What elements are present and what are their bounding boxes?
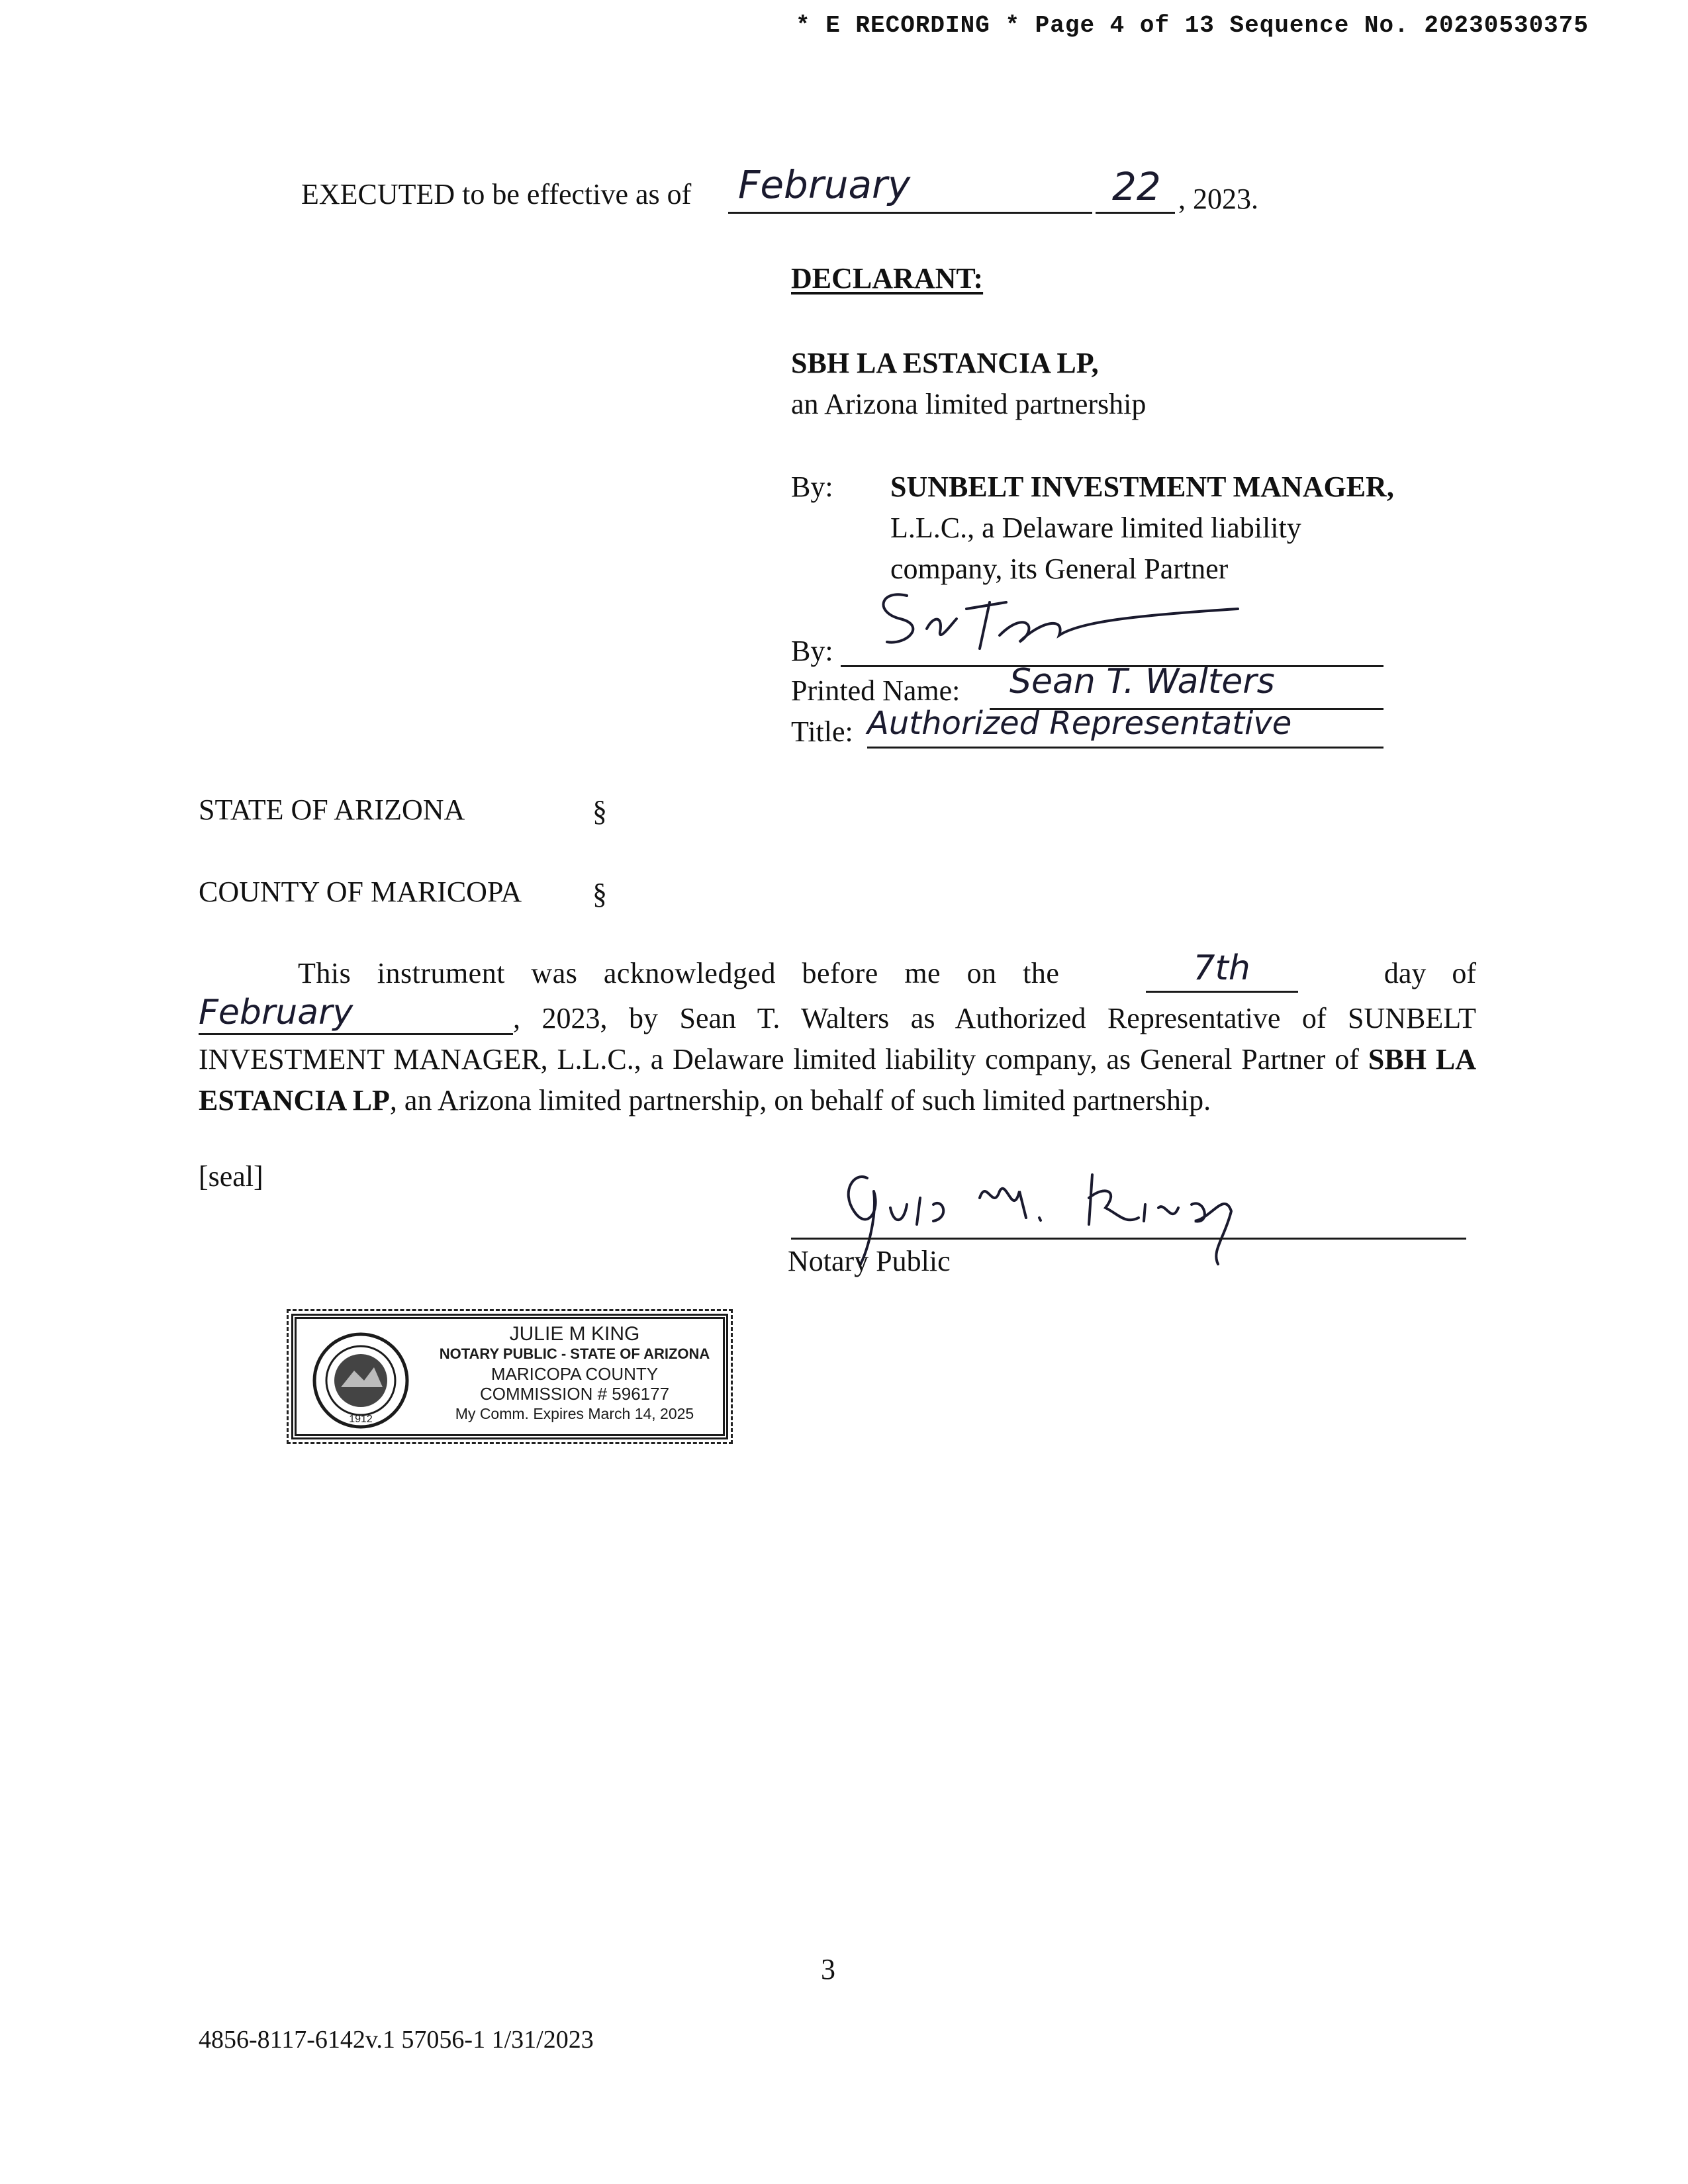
declarant-signature [867, 582, 1264, 668]
month-line [728, 212, 1092, 214]
notary-stamp [291, 1314, 728, 1439]
county-label: COUNTY OF MARICOPA [199, 876, 522, 908]
acknowledgment-paragraph [199, 948, 1477, 1121]
ack-entity-bold: SBH LA ESTANCIA LP [199, 1043, 1477, 1116]
title-line [867, 747, 1383, 749]
notary-signature-line [791, 1238, 1466, 1240]
ack-text-end: , an Arizona limited partnership, on behalf of such limited partnership. [389, 1084, 1211, 1116]
stamp-text-block [436, 1324, 714, 1424]
stamp-name: JULIE M KING [509, 1323, 640, 1345]
entity-description: an Arizona limited partnership [791, 388, 1147, 420]
ack-text-day-of: day of [1383, 957, 1476, 989]
title-label: Title: [791, 715, 853, 748]
stamp-county: MARICOPA COUNTY [491, 1364, 659, 1384]
stamp-expires: My Comm. Expires March 14, 2025 [455, 1405, 694, 1422]
printed-name-label: Printed Name: [791, 674, 961, 707]
executed-prefix: EXECUTED to be effective as of [301, 178, 692, 210]
executed-month-handwritten: February [738, 162, 911, 207]
general-partner-name: SUNBELT INVESTMENT MANAGER, [890, 471, 1394, 503]
stamp-commission: COMMISSION # 596177 [479, 1384, 670, 1404]
ack-month-handwritten: February [199, 993, 353, 1032]
executed-suffix: , 2023. [1178, 183, 1258, 215]
gp-description-line1: L.L.C., a Delaware limited liability [890, 512, 1301, 544]
day-line [1096, 212, 1175, 214]
notary-public-label: Notary Public [788, 1245, 951, 1277]
signature-by-label: By: [791, 635, 833, 667]
title-handwritten: Authorized Representative [867, 705, 1292, 742]
gp-description-line2: company, its General Partner [890, 553, 1229, 585]
declarant-heading: DECLARANT: [791, 262, 984, 295]
stamp-title: NOTARY PUBLIC - STATE OF ARIZONA [439, 1345, 710, 1362]
state-label: STATE OF ARIZONA [199, 794, 465, 826]
seal-label: [seal] [199, 1160, 263, 1193]
stamp-seal-year: 1912 [349, 1414, 373, 1425]
ack-day-handwritten: 7th [1193, 948, 1250, 988]
ack-text-before-day: This instrument was acknowledged before me on the [298, 957, 1060, 989]
section-symbol-county: § [592, 878, 607, 910]
section-symbol-state: § [592, 795, 607, 827]
executed-day-handwritten: 22 [1112, 164, 1161, 209]
by-label: By: [791, 471, 833, 503]
entity-name: SBH LA ESTANCIA LP, [791, 347, 1099, 379]
state-seal-icon [311, 1331, 410, 1430]
page-number: 3 [821, 1953, 835, 1985]
document-id: 4856-8117-6142v.1 57056-1 1/31/2023 [199, 2026, 594, 2054]
recording-header: * E RECORDING * Page 4 of 13 Sequence No. 20230530375 [796, 12, 1589, 39]
printed-name-handwritten: Sean T. Walters [1009, 662, 1275, 702]
ack-text-after-month: , 2023, by Sean T. Walters as Authorized Representative of SUNBELT INVESTMENT MANAGER, L.L.C., a Delaware limited liability company, as General Partner of [199, 1002, 1476, 1075]
